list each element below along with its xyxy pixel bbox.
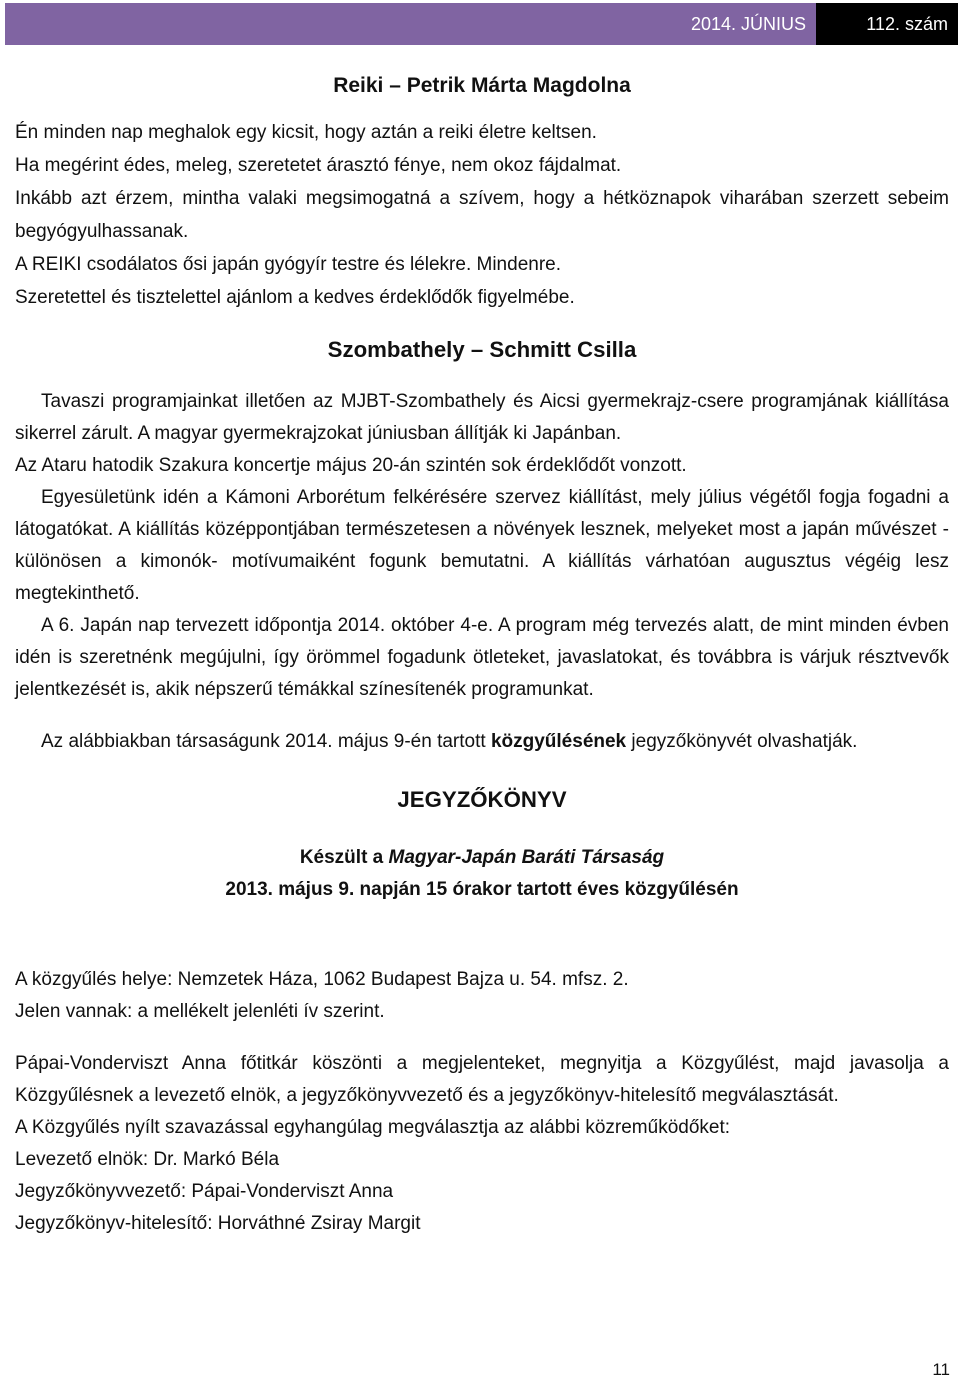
reiki-line: Inkább azt érzem, mintha valaki megsimogatná a szívem, hogy a hétköznapok viharában szerzett sebeim begyógyulhassanak. [15,188,949,242]
szombathely-paragraph: Egyesületünk idén a Kámoni Arborétum felkérésére szervez kiállítást, mely július végétől fogja fogadni a látogatókat. A kiállítás középpontjában természetesen a növények lesznek, melyeket most a japán művészet - különösen a kimonók- motívumaiként fogunk bemutatni. A kiállítás várhatóan augusztus végéig lesz megtekinthető. [15,487,949,604]
minutes-subtitle: Készült a Magyar-Japán Baráti Társaság 2013. május 9. napján 15 órakor tartott éves közgyűlésén [225,847,739,900]
minutes-opening: Pápai-Vonderviszt Anna főtitkár köszönti a megjelenteket, megnyitja a Közgyűlést, majd javasolja a Közgyűlésnek a levezető elnök, a jegyzőkönyvvezető és a jegyzőkönyv-hitelesítő megválasztását. [15,1053,949,1106]
minutes-title: JEGYZŐKÖNYV [397,787,567,812]
page-number: 11 [932,1360,950,1379]
szombathely-title: Szombathely – Schmitt Csilla [327,337,637,362]
page-content [15,68,949,1240]
minutes-present: Jelen vannak: a mellékelt jelenléti ív szerint. [15,1001,385,1022]
header-date: 2014. JÚNIUS [690,14,806,34]
szombathely-paragraph: A 6. Japán nap tervezett időpontja 2014. október 4-e. A program még tervezés alatt, de mint minden évben idén is szeretnénk megújulni, így örömmel fogadunk ötleteket, javaslatokat, és továbbra is várjuk résztvevők jelentkezését is, akik népszerű témákkal színesítenék programunkat. [15,615,949,700]
minutes-recorder: Jegyzőkönyvvezető: Pápai-Vonderviszt Anna [15,1181,394,1202]
header-issue: 112. szám [816,3,958,45]
reiki-line: Én minden nap meghalok egy kicsit, hogy aztán a reiki életre keltsen. [15,122,597,143]
intro-bold: közgyűlésének [490,731,627,752]
szombathely-paragraph: Tavaszi programjainkat illetően az MJBT-Szombathely és Aicsi gyermekrajz-csere programjának kiállítása sikerrel zárult. A magyar gyermekrajzokat júniusban állítják ki Japánban. [15,391,949,444]
minutes-place: A közgyűlés helye: Nemzetek Háza, 1062 Budapest Bajza u. 54. mfsz. 2. [15,969,629,990]
reiki-title: Reiki – Petrik Márta Magdolna [333,74,631,97]
reiki-line: Ha megérint édes, meleg, szeretetet árasztó fénye, nem okoz fájdalmat. [15,155,622,176]
minutes-intro: Az alábbiakban társaságunk 2014. május 9-én tartott közgyűlésének jegyzőkönyvét olvashatják. [41,731,858,752]
reiki-line: Szeretettel és tisztelettel ajánlom a kedves érdeklődők figyelmébe. [15,287,575,308]
minutes-vote: A Közgyűlés nyílt szavazással egyhangúlag megválasztja az alábbi közreműködőket: [15,1117,731,1138]
minutes-chair: Levezető elnök: Dr. Markó Béla [15,1149,280,1170]
reiki-line: A REIKI csodálatos ősi japán gyógyír testre és lélekre. Mindenre. [15,254,561,275]
society-name: Magyar-Japán Baráti Társaság [388,847,665,868]
minutes-authenticator: Jegyzőkönyv-hitelesítő: Horváthné Zsiray Margit [15,1213,421,1234]
reiki-text [15,116,949,314]
szombathely-paragraph: Az Ataru hatodik Szakura koncertje május 20-án szintén sok érdeklődőt vonzott. [15,455,687,476]
